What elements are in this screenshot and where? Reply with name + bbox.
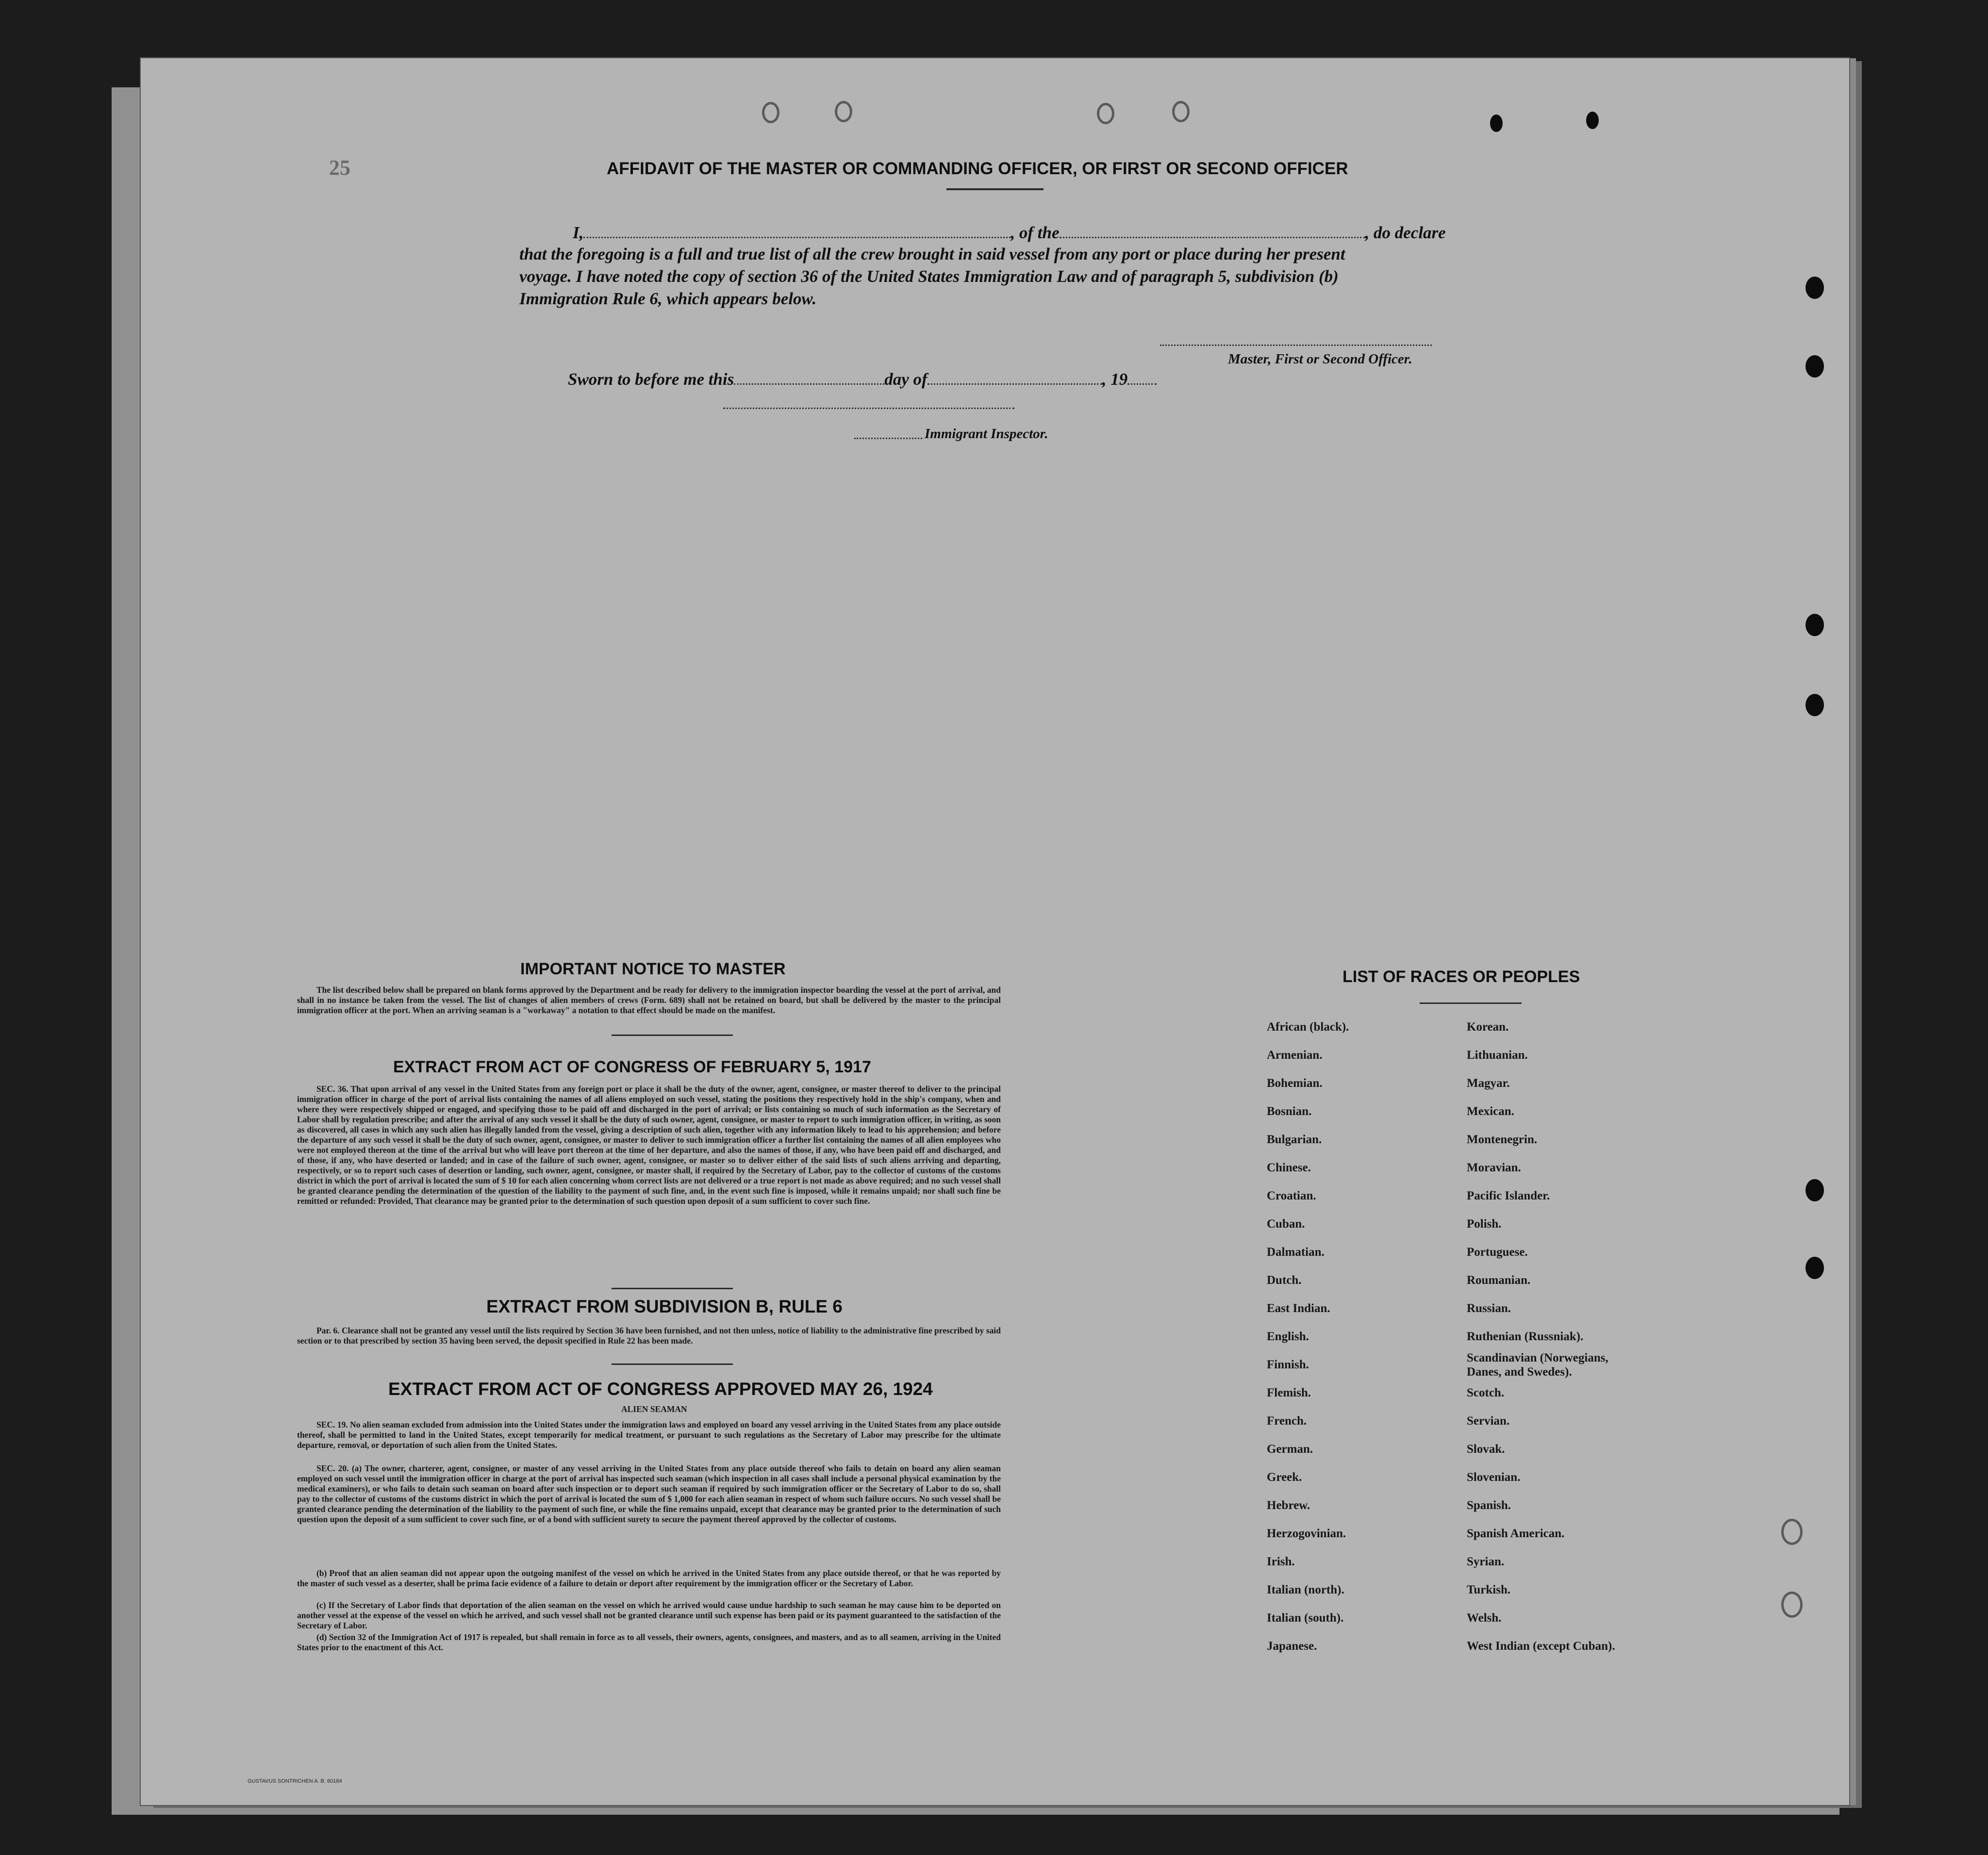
divider — [612, 1363, 733, 1365]
punch-hole — [1806, 1179, 1824, 1201]
binder-hole — [835, 101, 852, 122]
punch-hole — [1806, 614, 1824, 636]
race-item: French. — [1267, 1414, 1307, 1428]
blank-line — [583, 222, 1011, 238]
binder-hole — [1172, 101, 1190, 122]
races-right-column — [1467, 1013, 1641, 1660]
extract-1917-title: EXTRACT FROM ACT OF CONGRESS OF FEBRUARY 5, 1917 — [393, 1058, 871, 1076]
inspector-caption: Immigrant Inspector. — [925, 426, 1048, 442]
punch-hole — [1806, 355, 1824, 378]
extract-rule6-title: EXTRACT FROM SUBDIVISION B, RULE 6 — [486, 1297, 843, 1316]
race-item: Bosnian. — [1267, 1105, 1312, 1118]
race-item: Pacific Islander. — [1467, 1189, 1550, 1202]
race-item: Hebrew. — [1267, 1499, 1310, 1512]
race-item: Scandinavian (Norwegians, Danes, and Swedes). — [1467, 1351, 1608, 1379]
punch-hole — [1806, 277, 1824, 299]
race-item: Italian (north). — [1267, 1583, 1344, 1596]
race-item: Spanish. — [1467, 1499, 1511, 1512]
divider — [946, 188, 1044, 190]
affidavit-line4: Immigration Rule 6, which appears below. — [519, 289, 817, 308]
extract-rule6-body: Par. 6. Clearance shall not be granted any vessel until the lists required by Section 36 have been furnished, and not then unless, notice of liability to the administrative fine prescribed by said section or to that prescribed by section 35 having been served, the deposit specified in Rule 22 has been made. — [297, 1326, 1001, 1346]
races-left-column — [1267, 1013, 1349, 1660]
blank-line — [854, 423, 922, 439]
race-item: Italian (south). — [1267, 1611, 1344, 1625]
race-item: Spanish American. — [1467, 1527, 1565, 1540]
binder-hole — [1097, 103, 1114, 124]
sheet-number: 25 — [329, 156, 350, 180]
affidavit-declare: , do declare — [1365, 223, 1446, 242]
race-item: English. — [1267, 1330, 1309, 1343]
race-item: Montenegrin. — [1467, 1133, 1538, 1146]
divider — [612, 1288, 733, 1289]
binder-hole — [1586, 112, 1599, 129]
race-item: Japanese. — [1267, 1640, 1317, 1653]
extract-1924-sec20a: SEC. 20. (a) The owner, charterer, agent, consignee, or master of any vessel arriving in the United States from any place outside thereof who fails to detain on board any alien seaman employed on such vessel until the immigration officer in charge at the port of arrival has inspected such seaman (which inspection in all cases shall include a personal physical examination by the medical examiners), or who fails to detain such seaman on board after such inspection or to deport such seaman if required by such immigration officer or the Secretary of Labor to do so, shall pay to the collector of customs of the customs district in which the port of arrival is located the sum of $ 1,000 for each alien seaman in respect of whom such failure occurs. No such vessel shall be granted clearance pending the determination of the liability to the payment of such fine, or while the fine remains unpaid, except that clearance may be granted prior to the determination of such question upon the deposit of a sum sufficient to cover such fine, or of a bond with sufficient surety to secure the payment thereof approved by the collector of customs. — [297, 1463, 1001, 1524]
blank-line — [1060, 222, 1365, 238]
affidavit-line2: that the foregoing is a full and true list of all the crew brought in said vessel from any port or place during her present — [519, 245, 1345, 263]
race-item: Polish. — [1467, 1217, 1502, 1231]
sworn-day-label: day of — [884, 370, 928, 389]
blank-line — [1127, 369, 1157, 385]
notice-title: IMPORTANT NOTICE TO MASTER — [520, 960, 786, 978]
race-item: Chinese. — [1267, 1161, 1311, 1174]
punch-hole — [1806, 1257, 1824, 1279]
race-item: Servian. — [1467, 1414, 1510, 1428]
document-page — [141, 58, 1849, 1805]
race-item: African (black). — [1267, 1020, 1349, 1034]
extract-1924-sec20c: (c) If the Secretary of Labor finds that deportation of the alien seaman on the vessel on which he arrived would cause undue hardship to such seaman he may cause him to be deported on another vessel at the expense of the vessel on which he arrived, and such vessel shall not be granted clearance until such expense has been paid or its payment guaranteed to the satisfaction of the Secretary of Labor. — [297, 1600, 1001, 1630]
blank-line — [734, 369, 884, 385]
race-item: Dalmatian. — [1267, 1246, 1325, 1259]
affidavit-title: AFFIDAVIT OF THE MASTER OR COMMANDING OFFICER, OR FIRST OR SECOND OFFICER — [607, 159, 1348, 178]
extract-1917-body: SEC. 36. That upon arrival of any vessel in the United States from any foreign port or place it shall be the duty of the owner, agent, consignee, or master thereof to deliver to the principal immigration officer in charge of the port of arrival lists containing the names of all aliens employed on such vessel, stating the positions they respectively hold in the ship's company, when and where they were respectively shipped or engaged, and specifying those to be paid off and discharged in the port of arrival; or lists containing so much of such information as the Secretary of Labor shall by regulation prescribe; and after the arrival of any such vessel it shall be the duty of such owner, agent, consignee, or master to report to such immigration officer, in writing, as soon as discovered, all cases in which any such alien has illegally landed from the vessel, giving a description of such alien, together with any information likely to lead to his apprehension; and before the departure of any such vessel it shall be the duty of such owner, agent, consignee, or master to deliver to such immigration officer a further list containing the names of all alien employees who were not employed thereon at the time of the arrival but who will leave port thereon at the time of her departure, and also the names of those, if any, who have been paid off and discharged, and of those, if any, who have deserted or landed; and in case of the failure of such owner, agent, consignee, or master so to deliver either of the said lists of such aliens arriving and departing, respectively, or so to report such cases of desertion or landing, such owner, agent, consignee, or master shall, if required by the Secretary of Labor, pay to the collector of customs of the customs district in which the port of arrival is located the sum of $ 10 for each alien concerning whom correct lists are not delivered or a true report is not made as above required; and no such vessel shall be granted clearance pending the determination of the question of the liability to the payment of such fine, and, in the event such fine is imposed, while it remains unpaid; nor shall such fine be remitted or refunded: Provided, That clearance may be granted prior to the determination of such question upon deposit of a sum sufficient to cover such fine. — [297, 1084, 1001, 1206]
race-item: Finnish. — [1267, 1358, 1309, 1371]
sworn-label: Sworn to before me this — [568, 370, 734, 389]
divider — [1420, 1002, 1522, 1004]
race-item: Mexican. — [1467, 1105, 1514, 1118]
race-item: Slovenian. — [1467, 1471, 1521, 1484]
race-item: Armenian. — [1267, 1049, 1323, 1062]
race-item: Ruthenian (Russniak). — [1467, 1330, 1584, 1343]
race-item: Turkish. — [1467, 1583, 1511, 1596]
race-item: Scotch. — [1467, 1386, 1505, 1399]
punch-hole — [1781, 1519, 1803, 1545]
race-item: Russian. — [1467, 1302, 1511, 1315]
sworn-year-label: , 19 — [1102, 370, 1128, 389]
binder-hole — [762, 102, 779, 123]
race-item: German. — [1267, 1443, 1313, 1456]
extract-1924-sec20d: (d) Section 32 of the Immigration Act of 1917 is repealed, but shall remain in force as to all vessels, their owners, agents, consignees, and masters, and as to all seamen, arriving in the United States prior to the enactment of this Act. — [297, 1632, 1001, 1652]
extract-1924-title: EXTRACT FROM ACT OF CONGRESS APPROVED MAY 26, 1924 — [388, 1379, 933, 1399]
race-item: Dutch. — [1267, 1274, 1302, 1287]
extract-1924-subtitle: ALIEN SEAMAN — [621, 1404, 687, 1414]
race-item: Herzogovinian. — [1267, 1527, 1346, 1540]
race-item: Slovak. — [1467, 1443, 1505, 1456]
race-item: Roumanian. — [1467, 1274, 1531, 1287]
extract-1924-sec20b: (b) Proof that an alien seaman did not appear upon the outgoing manifest of the vessel on which he arrived in the United States from any place outside thereof, or that he was reported by the master of such vessel as a deserter, shall be prima facie evidence of a failure to detain or deport after requirement by the immigration officer or the Secretary of Labor. — [297, 1568, 1001, 1588]
race-item: Magyar. — [1467, 1077, 1510, 1090]
race-item: Syrian. — [1467, 1555, 1505, 1568]
race-item: West Indian (except Cuban). — [1467, 1640, 1615, 1653]
punch-hole — [1806, 694, 1824, 716]
punch-hole — [1781, 1592, 1803, 1618]
affidavit-i: I, — [573, 223, 584, 242]
race-item: Irish. — [1267, 1555, 1295, 1568]
printer-imprint: GUSTAVUS SONTRICHEN A. B. 60184 — [248, 1778, 342, 1784]
race-item: Korean. — [1467, 1020, 1509, 1034]
race-item: Portuguese. — [1467, 1246, 1528, 1259]
race-item: Welsh. — [1467, 1611, 1502, 1625]
race-item: Bulgarian. — [1267, 1133, 1322, 1146]
race-item: East Indian. — [1267, 1302, 1330, 1315]
binder-hole — [1490, 115, 1503, 132]
signature-line — [1160, 330, 1432, 346]
affidavit-of-the: , of the — [1011, 223, 1060, 242]
notice-body: The list described below shall be prepared on blank forms approved by the Department and be ready for delivery to the immigration inspector boarding the vessel at the port of arrival, and shall in no instance be taken from the vessel. The list of changes of alien members of crews (Form. 689) shall not be retained on board, but shall be delivered by the master to the principal immigration officer at the port. When an arriving seaman is a "workaway" a notation to that effect should be made on the manifest. — [297, 985, 1001, 1015]
race-item: Bohemian. — [1267, 1077, 1323, 1090]
races-title: LIST OF RACES OR PEOPLES — [1342, 968, 1580, 986]
divider — [612, 1034, 733, 1036]
affidavit-line3: voyage. I have noted the copy of section 36 of the United States Immigration Law and of paragraph 5, subdivision (b) — [519, 267, 1339, 286]
blank-line — [928, 369, 1102, 385]
signature-caption: Master, First or Second Officer. — [1228, 351, 1412, 367]
race-item: Croatian. — [1267, 1189, 1316, 1202]
race-item: Flemish. — [1267, 1386, 1311, 1399]
race-item: Greek. — [1267, 1471, 1302, 1484]
race-item: Cuban. — [1267, 1217, 1305, 1231]
inspector-signature-line — [723, 393, 1014, 409]
race-item: Moravian. — [1467, 1161, 1521, 1174]
race-item: Lithuanian. — [1467, 1049, 1528, 1062]
extract-1924-sec19: SEC. 19. No alien seaman excluded from admission into the United States under the immigration laws and employed on board any vessel arriving in the United States from any place outside thereof, shall be permitted to land in the United States, except temporarily for medical treatment, or pursuant to such regulations as the Secretary of Labor may prescribe for the ultimate departure, removal, or deportation of such alien from the United States. — [297, 1420, 1001, 1450]
